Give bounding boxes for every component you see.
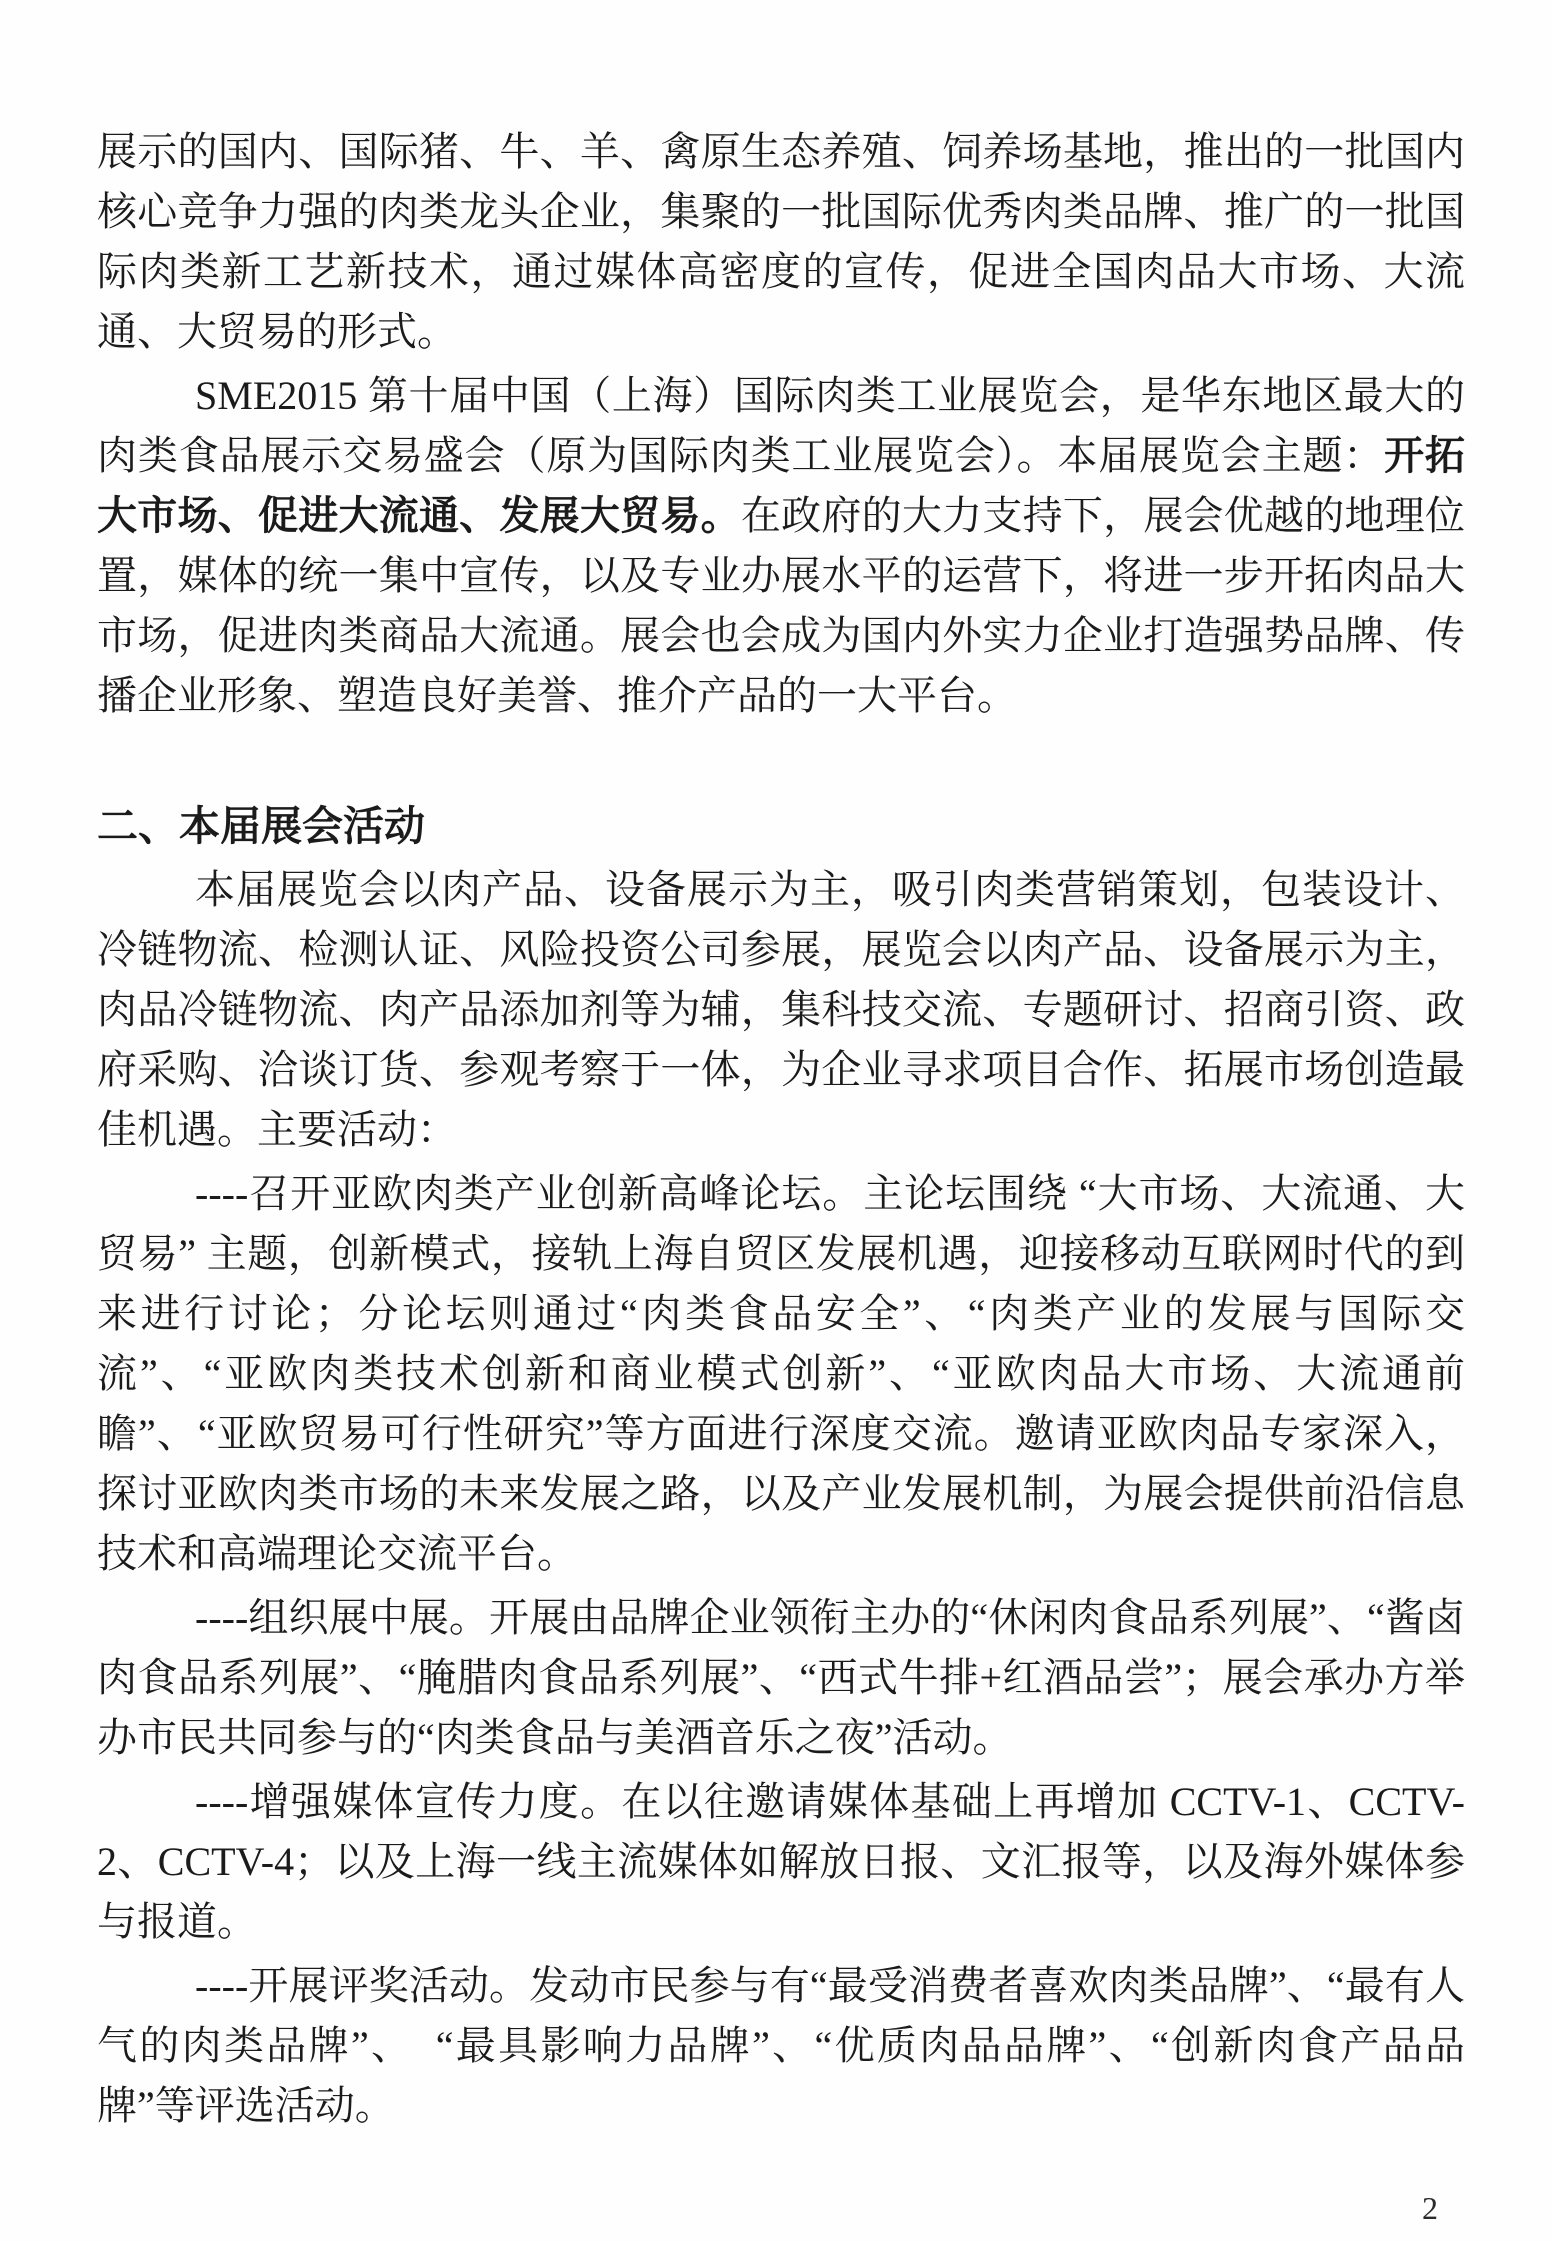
emphasis-text: 开拓大市场、促进大流通、发展大贸易。 <box>97 434 1466 538</box>
document-body <box>97 122 1465 2140</box>
body-text: 在政府的大力支持下，展会优越的地理位置，媒体的统一集中宣传，以及专业办展水平的运营下，将进一步开拓肉品大市场，促进肉类商品大流通。展会也会成为国内外实力企业打造强势品牌、传播企业形象、塑造良好美誉、推介产品的一大平台。 <box>97 493 1466 718</box>
page-number: 2 <box>1422 2190 1438 2226</box>
section-heading: 二、本届展会活动 <box>97 803 425 849</box>
body-text: ----组织展中展。开展由品牌企业领衔主办的“休闲肉食品系列展”、“酱卤肉食品系列展”、“腌腊肉食品系列展”、“西式牛排+红酒品尝”；展会承办方举办市民共同参与的“肉类食品与美酒音乐之夜”活动。 <box>97 1595 1465 1760</box>
paragraph <box>97 1956 1465 2136</box>
paragraph <box>97 1772 1465 1952</box>
paragraph <box>97 1164 1465 1584</box>
paragraph <box>97 1588 1465 1768</box>
body-text: 本届展览会以肉产品、设备展示为主，吸引肉类营销策划，包装设计、冷链物流、检测认证、风险投资公司参展，展览会以肉产品、设备展示为主，肉品冷链物流、肉产品添加剂等为辅，集科技交流、专题研讨、招商引资、政府采购、洽谈订货、参观考察于一体，为企业寻求项目合作、拓展市场创造最佳机遇。主要活动： <box>97 867 1465 1152</box>
body-text: ----开展评奖活动。发动市民参与有“最受消费者喜欢肉类品牌”、“最有人气的肉类品牌”、 “最具影响力品牌”、“优质肉品品牌”、“创新肉食产品品牌”等评选活动。 <box>97 1963 1465 2128</box>
body-text: ----增强媒体宣传力度。在以往邀请媒体基础上再增加 CCTV-1、CCTV-2、CCTV-4；以及上海一线主流媒体如解放日报、文汇报等，以及海外媒体参与报道。 <box>97 1779 1465 1944</box>
body-text: ----召开亚欧肉类产业创新高峰论坛。主论坛围绕 “大市场、大流通、大贸易” 主题，创新模式，接轨上海自贸区发展机遇，迎接移动互联网时代的到来进行讨论；分论坛则通过“肉类食品安全”、“肉类产业的发展与国际交流”、“亚欧肉类技术创新和商业模式创新”、“亚欧肉品大市场、大流通前瞻”、“亚欧贸易可行性研究”等方面进行深度交流。邀请亚欧肉品专家深入，探讨亚欧肉类市场的未来发展之路，以及产业发展机制，为展会提供前沿信息技术和高端理论交流平台。 <box>97 1171 1465 1576</box>
paragraph <box>97 122 1465 362</box>
paragraph <box>97 366 1465 726</box>
body-text: SME2015 第十届中国（上海）国际肉类工业展览会，是华东地区最大的肉类食品展示交易盛会（原为国际肉类工业展览会）。本届展览会主题： <box>97 373 1465 478</box>
body-text: 展示的国内、国际猪、牛、羊、禽原生态养殖、饲养场基地，推出的一批国内核心竞争力强的肉类龙头企业，集聚的一批国际优秀肉类品牌、推广的一批国际肉类新工艺新技术，通过媒体高密度的宣传，促进全国肉品大市场、大流通、大贸易的形式。 <box>97 129 1465 354</box>
paragraph <box>97 860 1465 1160</box>
